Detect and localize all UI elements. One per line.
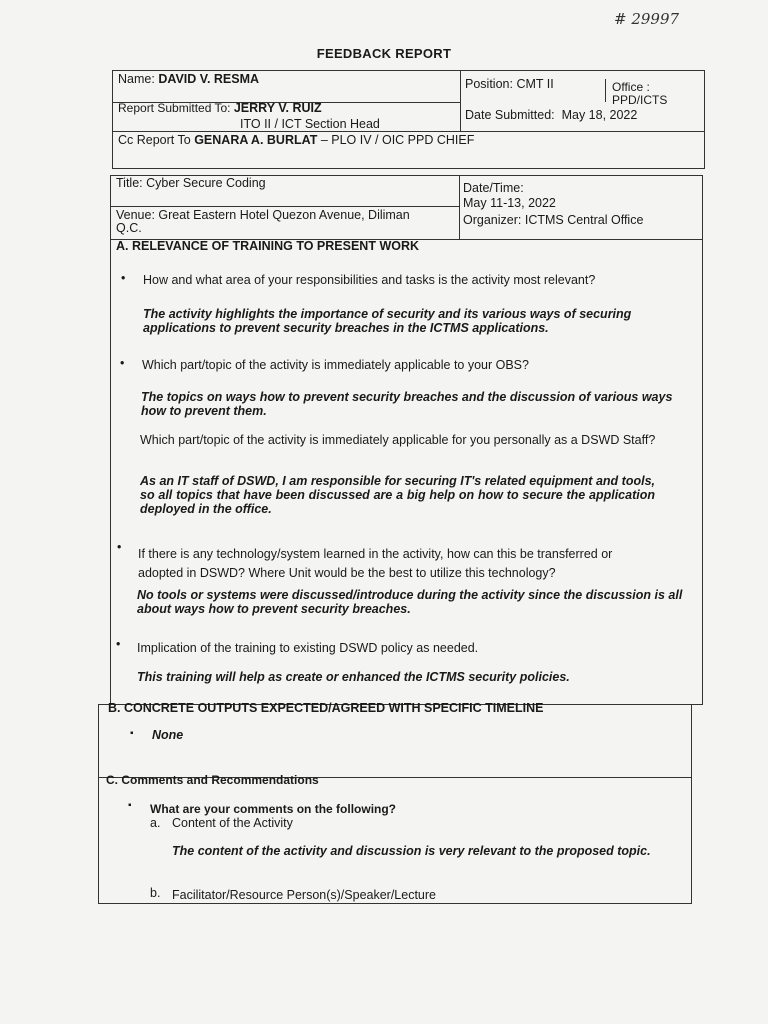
bullet: ▪ [130,728,134,739]
date-submitted-field: Date Submitted: May 18, 2022 [465,108,638,122]
submitted-to-title: ITO II / ICT Section Head [240,117,380,131]
position-field: Position: CMT II [465,77,554,91]
answer-5: This training will help as create or enhanced the ICTMS security policies. [137,670,570,684]
datetime-value: May 11-13, 2022 [463,196,556,210]
bullet: • [116,637,121,651]
organizer-value: ICTMS Central Office [524,213,644,227]
item-a-label: a. [150,816,161,830]
question-3: Which part/topic of the activity is immediately applicable for you personally as a DSWD Staff? [140,433,656,447]
item-b-label: b. [150,886,161,900]
bullet: ▪ [128,800,132,811]
training-title-value: Cyber Secure Coding [146,176,266,190]
position-value: CMT II [516,77,554,91]
office-field: Office : PPD/ICTS [612,80,668,107]
datetime-field: Date/Time: May 11-13, 2022 [463,181,556,210]
question-5: Implication of the training to existing DSWD policy as needed. [137,641,479,655]
section-b-heading: B. CONCRETE OUTPUTS EXPECTED/AGREED WITH SPECIFIC TIMELINE [108,701,544,715]
name-value: DAVID V. RESMA [158,72,260,86]
item-b-text: Facilitator/Resource Person(s)/Speaker/Lecture [172,888,437,902]
section-b-item: None [152,728,184,742]
date-submitted-value: May 18, 2022 [561,108,638,122]
submitted-to-field: Report Submitted To: JERRY V. RUIZ [118,101,322,115]
item-a-text: Content of the Activity [172,816,293,830]
bullet: • [117,540,122,554]
answer-1: The activity highlights the importance of security and its various ways of securing applications to prevent security breaches in the ICTMS applications. [143,307,632,335]
cc-field: Cc Report To GENARA A. BURLAT – PLO IV / OIC PPD CHIEF [118,133,475,147]
answer-2: The topics on ways how to prevent security breaches and the discussion of various ways how to prevent them. [141,390,673,418]
bullet: • [120,356,125,370]
venue-value: Great Eastern Hotel Quezon Avenue, Diliman [158,208,410,222]
item-a-answer: The content of the activity and discussion is very relevant to the proposed topic. [172,844,651,858]
venue-field: Venue: Great Eastern Hotel Quezon Avenue, Diliman Q.C. [116,208,410,235]
submitted-to-name: JERRY V. RUIZ [233,101,322,115]
training-title-field: Title: Cyber Secure Coding [116,176,266,190]
cc-name: GENARA A. BURLAT [194,133,318,147]
organizer-field: Organizer: ICTMS Central Office [463,213,644,227]
office-value: PPD/ICTS [612,93,668,107]
answer-3: As an IT staff of DSWD, I am responsible for securing IT's related equipment and tools, so all topics that have been discussed are a big help on how to secure the application deployed in the office. [140,474,655,516]
section-c-question: What are your comments on the following? [150,802,397,816]
question-2: Which part/topic of the activity is immediately applicable to your OBS? [142,358,529,372]
handwritten-stamp: # 29997 [614,10,680,28]
cc-title: – PLO IV / OIC PPD CHIEF [320,133,475,147]
question-1: How and what area of your responsibilities and tasks is the activity most relevant? [143,273,596,287]
document-title: FEEDBACK REPORT [316,46,452,61]
answer-4: No tools or systems were discussed/introduce during the activity since the discussion is all about ways how to prevent security breaches. [137,588,683,616]
section-a-heading: A. RELEVANCE OF TRAINING TO PRESENT WORK [116,239,420,253]
section-c-heading: C. Comments and Recommendations [106,773,319,787]
bullet: • [121,271,126,285]
question-4: If there is any technology/system learned in the activity, how can this be transferred or adopted in DSWD? Where Unit would be the best to utilize this technology? [138,547,613,580]
name-field: Name: DAVID V. RESMA [118,72,260,86]
